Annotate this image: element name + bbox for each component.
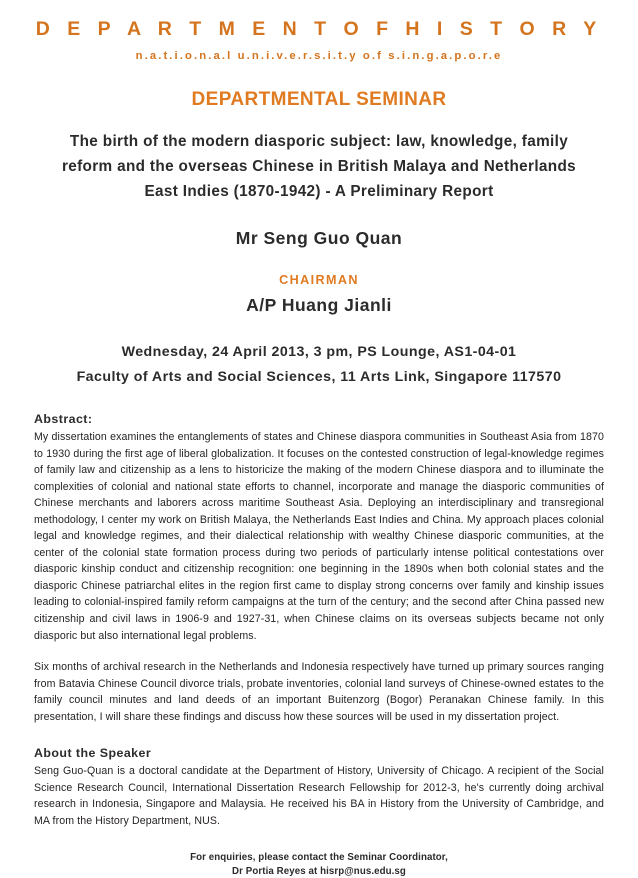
university-name: n.a.t.i.o.n.a.l u.n.i.v.e.r.s.i.t.y o.f s.i.n.g.a.p.o.r.e — [135, 50, 503, 62]
about-speaker-section — [34, 745, 604, 829]
speaker-name: Mr Seng Guo Quan — [235, 228, 403, 248]
chairman-label: CHAIRMAN — [279, 273, 359, 287]
seminar-type-label: DEPARTMENTAL SEMINAR — [191, 89, 447, 110]
abstract-paragraph-2: Six months of archival research in the Netherlands and Indonesia respectively have turned up primary sources ranging from Batavia Chinese Council divorce trials, probate inventories, colonial land surveys of Chinese-owned estates to the family council minutes and land deeds of an important Buitenzorg (Bogor) Peranakan Chinese family. In this presentation, I will share these findings and discuss how these sources will be used in my dissertation project. — [34, 661, 604, 723]
about-speaker-paragraph: Seng Guo-Quan is a doctoral candidate at the Department of History, University of Chicago. A recipient of the Social Science Research Council, International Dissertation Research Fellowship for 2012-3, he's currently doing archival research in Indonesia, Singapore and Malaysia. He received his BA in History from the University of Cambridge, and MA from the History Department, NUS. — [34, 765, 604, 827]
talk-title: The birth of the modern diasporic subject: law, knowledge, family reform and the overseas Chinese in British Malaya and Netherlands East Indies (1870-1942) - A Preliminary Report — [61, 133, 577, 200]
logistics-block — [0, 340, 638, 390]
footer-contact — [0, 851, 638, 878]
datetime-venue-line: Wednesday, 24 April 2013, 3 pm, PS Lounge, AS1-04-01 — [121, 344, 517, 360]
masthead — [0, 0, 638, 64]
address-line: Faculty of Arts and Social Sciences, 11 Arts Link, Singapore 117570 — [76, 369, 562, 385]
department-name: D E P A R T M E N T O F H I S T O R Y — [35, 18, 603, 40]
abstract-paragraph-1: My dissertation examines the entanglements of states and Chinese diaspora communities in Southeast Asia from 1870 to 1930 during the first age of liberal globalization. It focuses on the contested construction of legal-knowledge regimes of family law and citizenship as a lens to historicize the making of the modern Chinese diaspora and to illuminate the complexities of colonial and national state efforts to channel, incorporate and manage the diasporic communities of Chinese merchants and laborers across maritime Southeast Asia. Deploying an interdisciplinary and transregional methodology, I center my work on British Malaya, the Netherlands East Indies and China. My approach places colonial legal and knowledge regimes, and their dialectical relationship with wealthy Chinese diasporic communities, at the center of the colonial state formation process during two periods of particularly intense political contestations over diasporic kinship conduct and citizenship recognition: one beginning in the 1890s when both colonial states and the diasporic Chinese patriarchal elites in the region first came to display strong concerns over family and kinship issues leading to colonial-inspired family reform campaigns at the turn of the century; and the second after China passed new citizenship and civil laws in 1906-9 and 1927-31, when Chinese claims on its overseas subjects became not only diasporic but also international legal problems. — [34, 431, 604, 642]
footer-line-2: Dr Portia Reyes at hisrp@nus.edu.sg — [232, 865, 406, 877]
footer-line-1: For enquiries, please contact the Seminar Coordinator, — [190, 852, 448, 864]
abstract-section — [34, 411, 604, 829]
chairman-name: A/P Huang Jianli — [246, 295, 392, 315]
about-speaker-heading: About the Speaker — [34, 746, 152, 761]
abstract-heading: Abstract: — [34, 412, 93, 426]
